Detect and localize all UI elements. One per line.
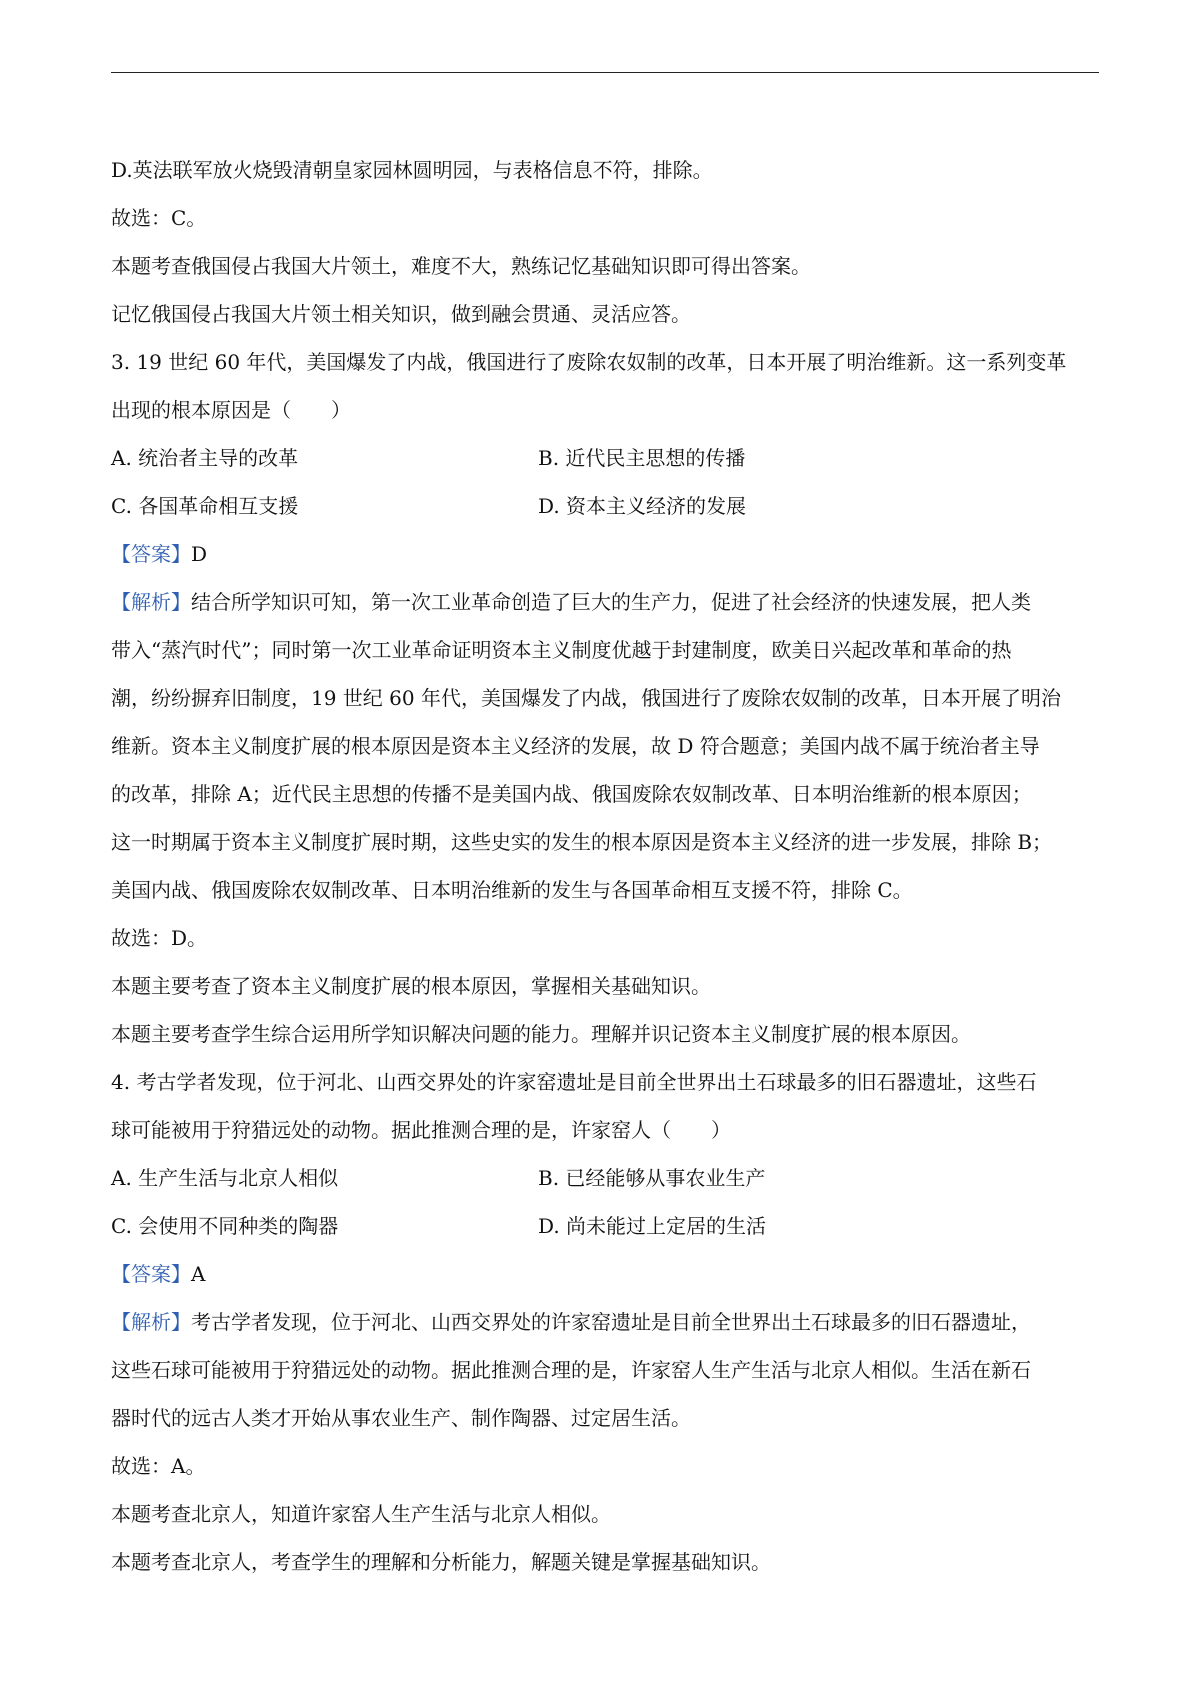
q3-stem-line-2: 出现的根本原因是（ ） <box>111 398 351 422</box>
q3-analysis-first: 结合所学知识可知，第一次工业革命创造了巨大的生产力，促进了社会经济的快速发展，把人类 <box>191 590 1031 614</box>
q3-option-a: A. 统治者主导的改革 <box>111 446 299 470</box>
q4-choice: 故选：A。 <box>111 1454 206 1478</box>
q4-answer <box>111 1250 1099 1298</box>
q3-answer-tag: 【答案】 <box>111 542 191 566</box>
q3-analysis-line-5: 的改革，排除 A；近代民主思想的传播不是美国内战、俄国废除农奴制改革、日本明治维新的根本原因； <box>111 782 1032 806</box>
q4-option-a: A. 生产生活与北京人相似 <box>111 1166 339 1190</box>
q2-choice: 故选：C。 <box>111 206 207 230</box>
q4-options-row-1 <box>111 1154 1099 1202</box>
q2-tip: 记忆俄国侵占我国大片领土相关知识，做到融会贯通、灵活应答。 <box>111 302 691 326</box>
q3-tip: 本题主要考查学生综合运用所学知识解决问题的能力。理解并识记资本主义制度扩展的根本原因。 <box>111 1022 971 1046</box>
page-content <box>111 146 1099 1586</box>
q2-option-d-note: D.英法联军放火烧毁清朝皇家园林圆明园，与表格信息不符，排除。 <box>111 158 713 182</box>
q3-stem-line-1: 3. 19 世纪 60 年代，美国爆发了内战，俄国进行了废除农奴制的改革，日本开展了明治维新。这一系列变革 <box>111 350 1067 374</box>
header-rule <box>111 72 1099 73</box>
q4-option-c: C. 会使用不同种类的陶器 <box>111 1214 339 1238</box>
q4-option-b: B. 已经能够从事农业生产 <box>538 1166 766 1190</box>
q4-answer-value: A <box>191 1262 206 1286</box>
q3-analysis-line-6: 这一时期属于资本主义制度扩展时期，这些史实的发生的根本原因是资本主义经济的进一步发展，排除 B； <box>111 830 1053 854</box>
q3-options-row-1 <box>111 434 1099 482</box>
q3-analysis-line-3: 潮，纷纷摒弃旧制度，19 世纪 60 年代，美国爆发了内战，俄国进行了废除农奴制的改革，日本开展了明治 <box>111 686 1061 710</box>
q3-option-d: D. 资本主义经济的发展 <box>538 494 747 518</box>
q4-tip: 本题考查北京人，考查学生的理解和分析能力，解题关键是掌握基础知识。 <box>111 1550 771 1574</box>
q4-analysis-first: 考古学者发现，位于河北、山西交界处的许家窑遗址是目前全世界出土石球最多的旧石器遗址， <box>191 1310 1031 1334</box>
q4-point: 本题考查北京人，知道许家窑人生产生活与北京人相似。 <box>111 1502 611 1526</box>
q4-analysis-line-2: 这些石球可能被用于狩猎远处的动物。据此推测合理的是，许家窑人生产生活与北京人相似。生活在新石 <box>111 1358 1031 1382</box>
q4-answer-tag: 【答案】 <box>111 1262 191 1286</box>
q3-analysis-line-2: 带入“蒸汽时代”；同时第一次工业革命证明资本主义制度优越于封建制度，欧美日兴起改革和革命的热 <box>111 638 1012 662</box>
q4-analysis-line-1 <box>111 1298 1099 1346</box>
q4-stem-line-1: 4. 考古学者发现，位于河北、山西交界处的许家窑遗址是目前全世界出土石球最多的旧石器遗址，这些石 <box>111 1070 1037 1094</box>
q2-point: 本题考查俄国侵占我国大片领土，难度不大，熟练记忆基础知识即可得出答案。 <box>111 254 811 278</box>
q3-point: 本题主要考查了资本主义制度扩展的根本原因，掌握相关基础知识。 <box>111 974 711 998</box>
q4-option-d: D. 尚未能过上定居的生活 <box>538 1214 767 1238</box>
q3-analysis-tag: 【解析】 <box>111 590 191 614</box>
q3-answer-value: D <box>191 542 208 566</box>
q3-analysis-line-4: 维新。资本主义制度扩展的根本原因是资本主义经济的发展，故 D 符合题意；美国内战不属于统治者主导 <box>111 734 1040 758</box>
q3-choice: 故选：D。 <box>111 926 208 950</box>
q3-analysis-line-7: 美国内战、俄国废除农奴制改革、日本明治维新的发生与各国革命相互支援不符，排除 C。 <box>111 878 913 902</box>
q3-option-c: C. 各国革命相互支援 <box>111 494 299 518</box>
q4-analysis-line-3: 器时代的远古人类才开始从事农业生产、制作陶器、过定居生活。 <box>111 1406 691 1430</box>
q4-analysis-tag: 【解析】 <box>111 1310 191 1334</box>
q4-options-row-2 <box>111 1202 1099 1250</box>
q4-stem-line-2: 球可能被用于狩猎远处的动物。据此推测合理的是，许家窑人（ ） <box>111 1118 731 1142</box>
q3-option-b: B. 近代民主思想的传播 <box>538 446 746 470</box>
q3-analysis-line-1 <box>111 578 1099 626</box>
q3-options-row-2 <box>111 482 1099 530</box>
q3-answer <box>111 530 1099 578</box>
